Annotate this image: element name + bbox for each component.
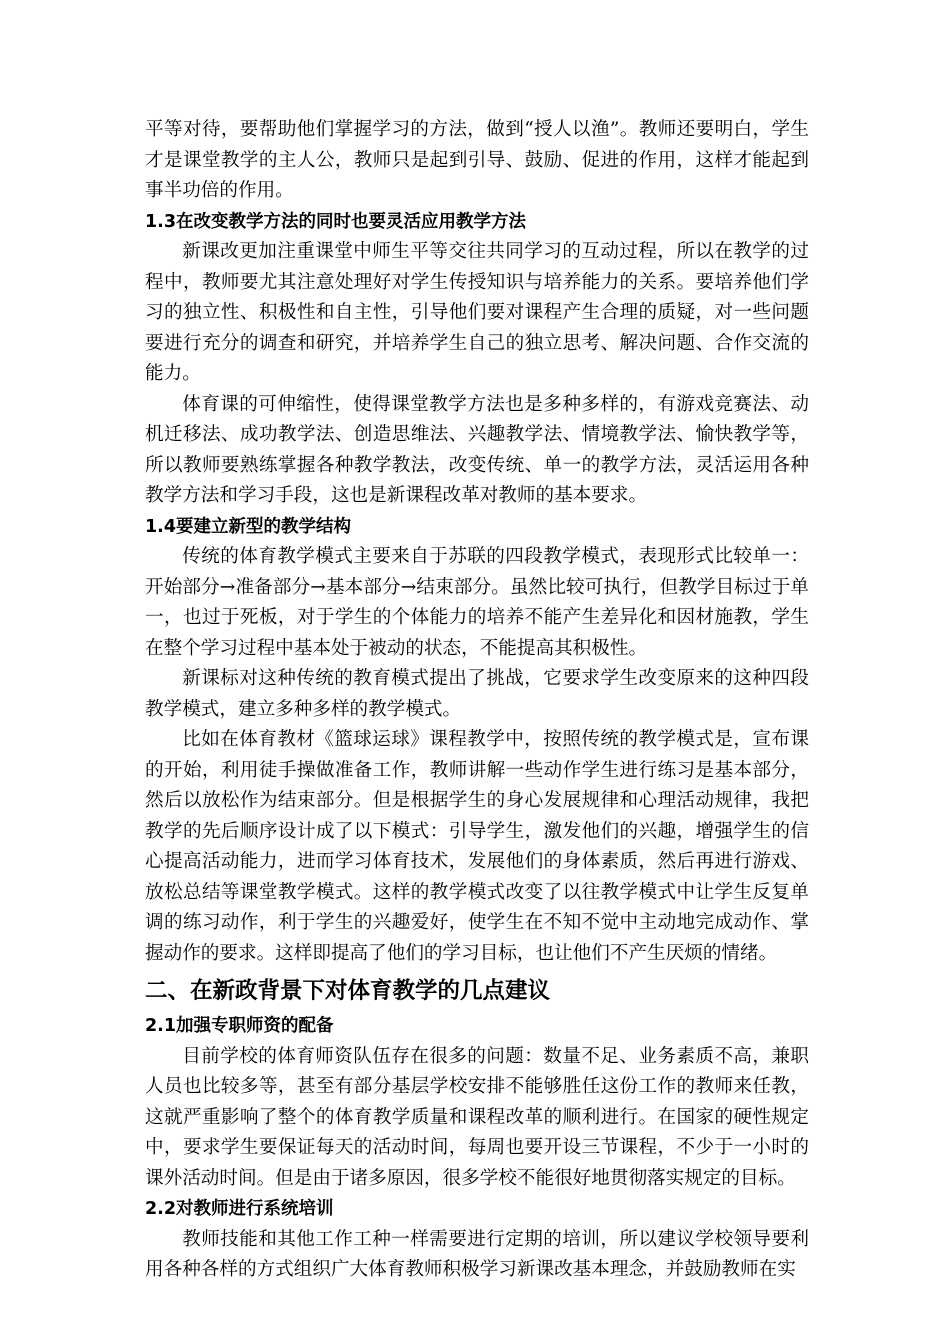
chapter-heading-2: 二、在新政背景下对体育教学的几点建议 xyxy=(145,978,551,1004)
section-heading-1-3: 1.3在改变教学方法的同时也要灵活应用教学方法 xyxy=(145,211,526,232)
paragraph: 新课改更加注重课堂中师生平等交往共同学习的互动过程，所以在教学的过程中，教师要尤其注意处理好对学生传授知识与培养能力的关系。要培养他们学习的独立性、积极性和自主性，引导他们要对课程产生合理的质疑，对一些问题要进行充分的调查和研究，并培养学生自己的独立思考、解决问题、合作交流的能力。 xyxy=(145,241,809,384)
section-heading-1-4: 1.4要建立新型的教学结构 xyxy=(145,516,352,537)
paragraph: 新课标对这种传统的教育模式提出了挑战，它要求学生改变原来的这种四段教学模式，建立多种多样的教学模式。 xyxy=(145,668,809,720)
section-heading-2-2: 2.2对教师进行系统培训 xyxy=(145,1199,334,1219)
paragraph: 传统的体育教学模式主要来自于苏联的四段教学模式，表现形式比较单一：开始部分→准备部分→基本部分→结束部分。虽然比较可执行，但教学目标过于单一，也过于死板，对于学生的个体能力的培养不能产生差异化和因材施教，学生在整个学习过程中基本处于被动的状态，不能提高其积极性。 xyxy=(145,546,809,659)
section-heading-2-1: 2.1加强专职师资的配备 xyxy=(145,1016,334,1036)
paragraph: 目前学校的体育师资队伍存在很多的问题：数量不足、业务素质不高，兼职人员也比较多等，甚至有部分基层学校安排不能够胜任这份工作的教师来任教，这就严重影响了整个的体育教学质量和课程改革的顺利进行。在国家的硬性规定中，要求学生要保证每天的活动时间，每周也要开设三节课程，不少于一小时的课外活动时间。但是由于诸多原因，很多学校不能很好地贯彻落实规定的目标。 xyxy=(145,1045,809,1189)
paragraph-continued: 平等对待，要帮助他们掌握学习的方法，做到“授人以渔”。教师还要明白，学生才是课堂教学的主人公，教师只是起到引导、鼓励、促进的作用，这样才能起到事半功倍的作用。 xyxy=(145,119,809,201)
paragraph: 教师技能和其他工作工种一样需要进行定期的培训，所以建议学校领导要利用各种各样的方式组织广大体育教师积极学习新课改基本理念，并鼓励教师在实 xyxy=(145,1228,809,1280)
document-page xyxy=(145,115,809,1286)
paragraph: 比如在体育教材《篮球运球》课程教学中，按照传统的教学模式是，宣布课的开始，利用徒手操做准备工作，教师讲解一些动作学生进行练习是基本部分，然后以放松作为结束部分。但是根据学生的身心发展规律和心理活动规律，我把教学的先后顺序设计成了以下模式：引导学生，激发他们的兴趣，增强学生的信心提高活动能力，进而学习体育技术，发展他们的身体素质，然后再进行游戏、放松总结等课堂教学模式。这样的教学模式改变了以往教学模式中让学生反复单调的练习动作，利于学生的兴趣爱好，使学生在不知不觉中主动地完成动作、掌握动作的要求。这样即提高了他们的学习目标，也让他们不产生厌烦的情绪。 xyxy=(145,729,809,964)
paragraph: 体育课的可伸缩性，使得课堂教学方法也是多种多样的，有游戏竞赛法、动机迁移法、成功教学法、创造思维法、兴趣教学法、情境教学法、愉快教学等，所以教师要熟练掌握各种教学教法，改变传统、单一的教学方法，灵活运用各种教学方法和学习手段，这也是新课程改革对教师的基本要求。 xyxy=(145,393,809,506)
